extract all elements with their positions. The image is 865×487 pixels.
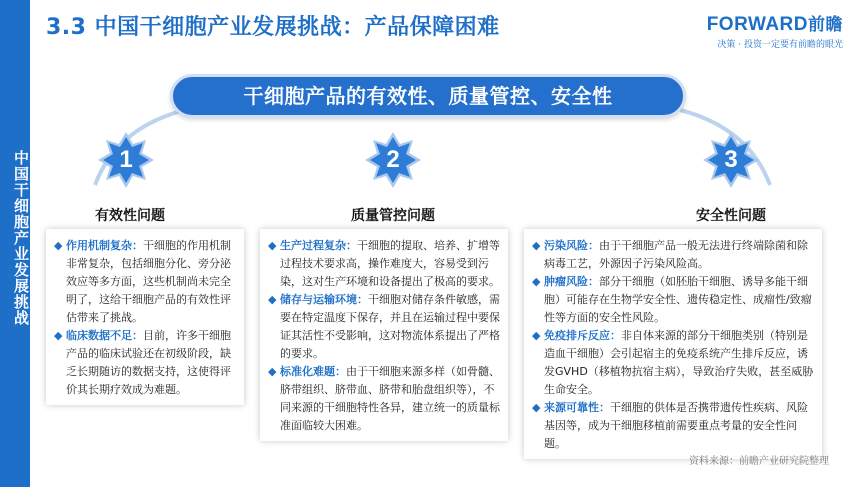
item-text: 干细胞的作用机制非常复杂，包括细胞分化、旁分泌效应等多方面，这些机制尚未完全明了，这给干细胞产品的有效性评估带来了挑战。: [66, 239, 231, 324]
star-number-1: 1: [119, 146, 133, 173]
bullet-icon: ◆: [268, 293, 277, 306]
item-text: 目前，许多干细胞产品的临床试验还在初级阶段，缺乏长期随访的数据支持，这使得评价其长期疗效成为难题。: [66, 329, 231, 396]
logo-brand-cn: 前瞻: [808, 15, 843, 35]
star-number-3: 3: [724, 146, 738, 173]
list-item: [532, 237, 814, 273]
item-key: 储存与运输环境：: [280, 293, 368, 306]
bullet-icon: ◆: [54, 239, 63, 252]
item-key: 生产过程复杂：: [280, 239, 357, 252]
heading-safety: 安全性问题: [696, 208, 766, 224]
list-item: [532, 399, 814, 453]
topic-banner: 干细胞产品的有效性、质量管控、安全性: [170, 74, 686, 118]
item-text: 干细胞对储存条件敏感，需要在特定温度下保存，并且在运输过程中要保证其活性不受影响，这对物流体系提出了严格的要求。: [280, 293, 500, 360]
source-note: 资料来源：前瞻产业研究院整理: [689, 456, 829, 467]
item-text: 非自体来源的部分干细胞类别（特别是造血干细胞）会引起宿主的免疫系统产生排斥反应，诱发GVHD（移植物抗宿主病），导致治疗失败，甚至威胁生命安全。: [544, 329, 814, 396]
item-key: 标准化难题：: [280, 365, 346, 378]
panel-effectiveness: [46, 229, 244, 405]
bullet-icon: ◆: [532, 329, 541, 342]
star-badge-1: [97, 131, 155, 189]
item-text: 干细胞的供体是否携带遗传性疾病、风险基因等，成为干细胞移植前需要重点考量的安全性问题。: [544, 401, 808, 450]
list-item: [54, 237, 236, 327]
item-key: 临床数据不足：: [66, 329, 143, 342]
item-text: 干细胞的提取、培养、扩增等过程技术要求高，操作难度大，容易受到污染，这对生产环境和设备提出了极高的要求。: [280, 239, 500, 288]
heading-quality-control: 质量管控问题: [351, 208, 435, 224]
logo-brand-en: FORWARD: [706, 14, 808, 35]
bullet-icon: ◆: [54, 329, 63, 342]
logo-slogan: 决策 · 投资一定要有前瞻的眼光: [717, 40, 843, 50]
page-title: 3.3 中国干细胞产业发展挑战：产品保障困难: [46, 15, 500, 40]
star-number-2: 2: [386, 146, 400, 173]
panel-quality-control: [260, 229, 508, 441]
logo-brand: [707, 10, 843, 36]
list-item: [54, 327, 236, 399]
list-item: [532, 273, 814, 327]
item-key: 污染风险：: [544, 239, 599, 252]
panel-safety: [524, 229, 822, 459]
heading-effectiveness: 有效性问题: [95, 208, 165, 224]
item-text: 部分干细胞（如胚胎干细胞、诱导多能干细胞）可能存在生物学安全性、遗传稳定性、成瘤性/致瘤性等方面的安全性风险。: [544, 275, 812, 324]
bullet-icon: ◆: [532, 275, 541, 288]
list-item: [268, 237, 500, 291]
list-item: [532, 327, 814, 399]
list-item: [268, 291, 500, 363]
side-band: [0, 0, 30, 487]
item-key: 来源可靠性：: [544, 401, 610, 414]
side-label: 中国干细胞产业发展挑战: [12, 150, 30, 326]
item-text: 由于干细胞产品一般无法进行终端除菌和除病毒工艺，外源因子污染风险高。: [544, 239, 808, 270]
bullet-icon: ◆: [268, 365, 277, 378]
list-item: [268, 363, 500, 435]
bullet-icon: ◆: [532, 401, 541, 414]
forward-logo: [707, 10, 843, 50]
star-badge-3: [702, 131, 760, 189]
item-key: 肿瘤风险：: [544, 275, 599, 288]
item-key: 免疫排斥反应：: [544, 329, 621, 342]
item-text: 由于干细胞来源多样（如骨髓、脐带组织、脐带血、脐带和胎盘组织等），不同来源的干细胞特性各异，建立统一的质量标准面临较大困难。: [280, 365, 500, 432]
bullet-icon: ◆: [532, 239, 541, 252]
star-badge-2: [364, 131, 422, 189]
bullet-icon: ◆: [268, 239, 277, 252]
item-key: 作用机制复杂：: [66, 239, 143, 252]
